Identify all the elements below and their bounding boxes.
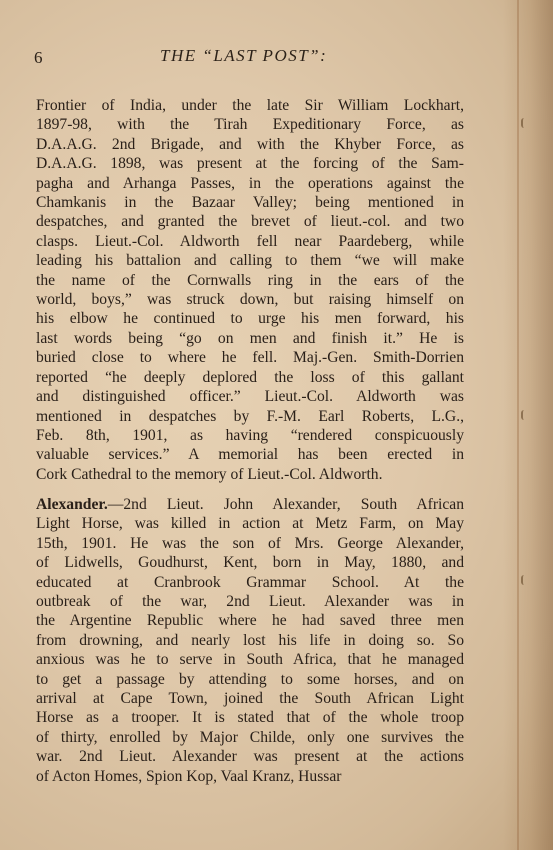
text-line: 1897-98, with the Tirah Expeditionary Force, as [36, 116, 464, 134]
text-line: mentioned in despatches by F.-M. Earl Roberts, L.G., [36, 407, 464, 425]
text-line: educated at Cranbrook Grammar School. At the [36, 573, 464, 591]
text-line: despatches, and granted the brevet of lieut.-col. and two [36, 213, 464, 231]
text-line: Cork Cathedral to the memory of Lieut.-Col. Aldworth. [36, 465, 383, 483]
text-line: Frontier of India, under the late Sir William Lockhart, [36, 97, 464, 114]
text-line: Chamkanis in the Bazaar Valley; being mentioned in [36, 194, 464, 212]
page-gutter-shadow [503, 0, 553, 850]
text-line: pagha and Arhanga Passes, in the operations against the [36, 174, 464, 192]
text-line: of Acton Homes, Spion Kop, Vaal Kranz, Hussar [36, 767, 342, 785]
text-line: Feb. 8th, 1901, as having “rendered conspicuously [36, 426, 464, 444]
text-line: world, boys,” was struck down, but raising himself on [36, 291, 464, 309]
text-line: last words being “go on men and finish it.” He is [36, 329, 464, 347]
text-line: to get a passage by attending to some horses, and on [36, 670, 464, 688]
text-line: and distinguished officer.” Lieut.-Col. Aldworth was [36, 388, 464, 406]
text-line: buried close to where he fell. Maj.-Gen. Smith-Dorrien [36, 349, 464, 367]
text-line: anxious was he to serve in South Africa, that he managed [36, 651, 464, 669]
text-line: of Lidwells, Goudhurst, Kent, born in May, 1880, and [36, 554, 464, 572]
entry-first-line [36, 495, 464, 514]
entry-name: Alexander. [36, 496, 108, 513]
text-line: Light Horse, was killed in action at Metz Farm, on May [36, 515, 464, 533]
text-line: Horse as a trooper. It is stated that of the whole troop [36, 709, 464, 727]
page-edge-mark [521, 410, 529, 420]
text-line: reported “he deeply deplored the loss of this gallant [36, 368, 464, 386]
page-edge-mark [521, 118, 529, 128]
text-line: the name of the Cornwalls ring in the ears of the [36, 271, 464, 289]
text-line: the Argentine Republic where he had saved three men [36, 612, 464, 630]
text-line: 15th, 1901. He was the son of Mrs. George Alexander, [36, 534, 464, 552]
text-line: valuable services.” A memorial has been erected in [36, 446, 464, 464]
page-number: 6 [34, 48, 43, 67]
text-line: of thirty, enrolled by Major Childe, only one survives the [36, 728, 464, 746]
page-edge-mark [521, 575, 529, 585]
page-header [0, 38, 553, 68]
running-head: THE “LAST POST”: [160, 46, 328, 65]
page-edge-line [517, 0, 519, 850]
text-line: his elbow he continued to urge his men forward, his [36, 310, 464, 328]
entry-first-line-text: —2nd Lieut. John Alexander, South African [107, 496, 464, 513]
text-line: from drowning, and nearly lost his life in doing so. So [36, 631, 464, 649]
text-line: outbreak of the war, 2nd Lieut. Alexander was in [36, 593, 464, 611]
text-line: clasps. Lieut.-Col. Aldworth fell near Paardeberg, while [36, 232, 464, 250]
text-line: leading his battalion and calling to them “we will make [36, 252, 464, 270]
text-line: arrival at Cape Town, joined the South African Light [36, 690, 464, 708]
text-line: D.A.A.G. 1898, was present at the forcing of the Sam- [36, 155, 464, 173]
text-line: war. 2nd Lieut. Alexander was present at the actions [36, 748, 464, 766]
paragraph-aldworth [36, 96, 464, 484]
text-line: D.A.A.G. 2nd Brigade, and with the Khyber Force, as [36, 135, 464, 153]
paragraph-alexander [36, 495, 464, 786]
